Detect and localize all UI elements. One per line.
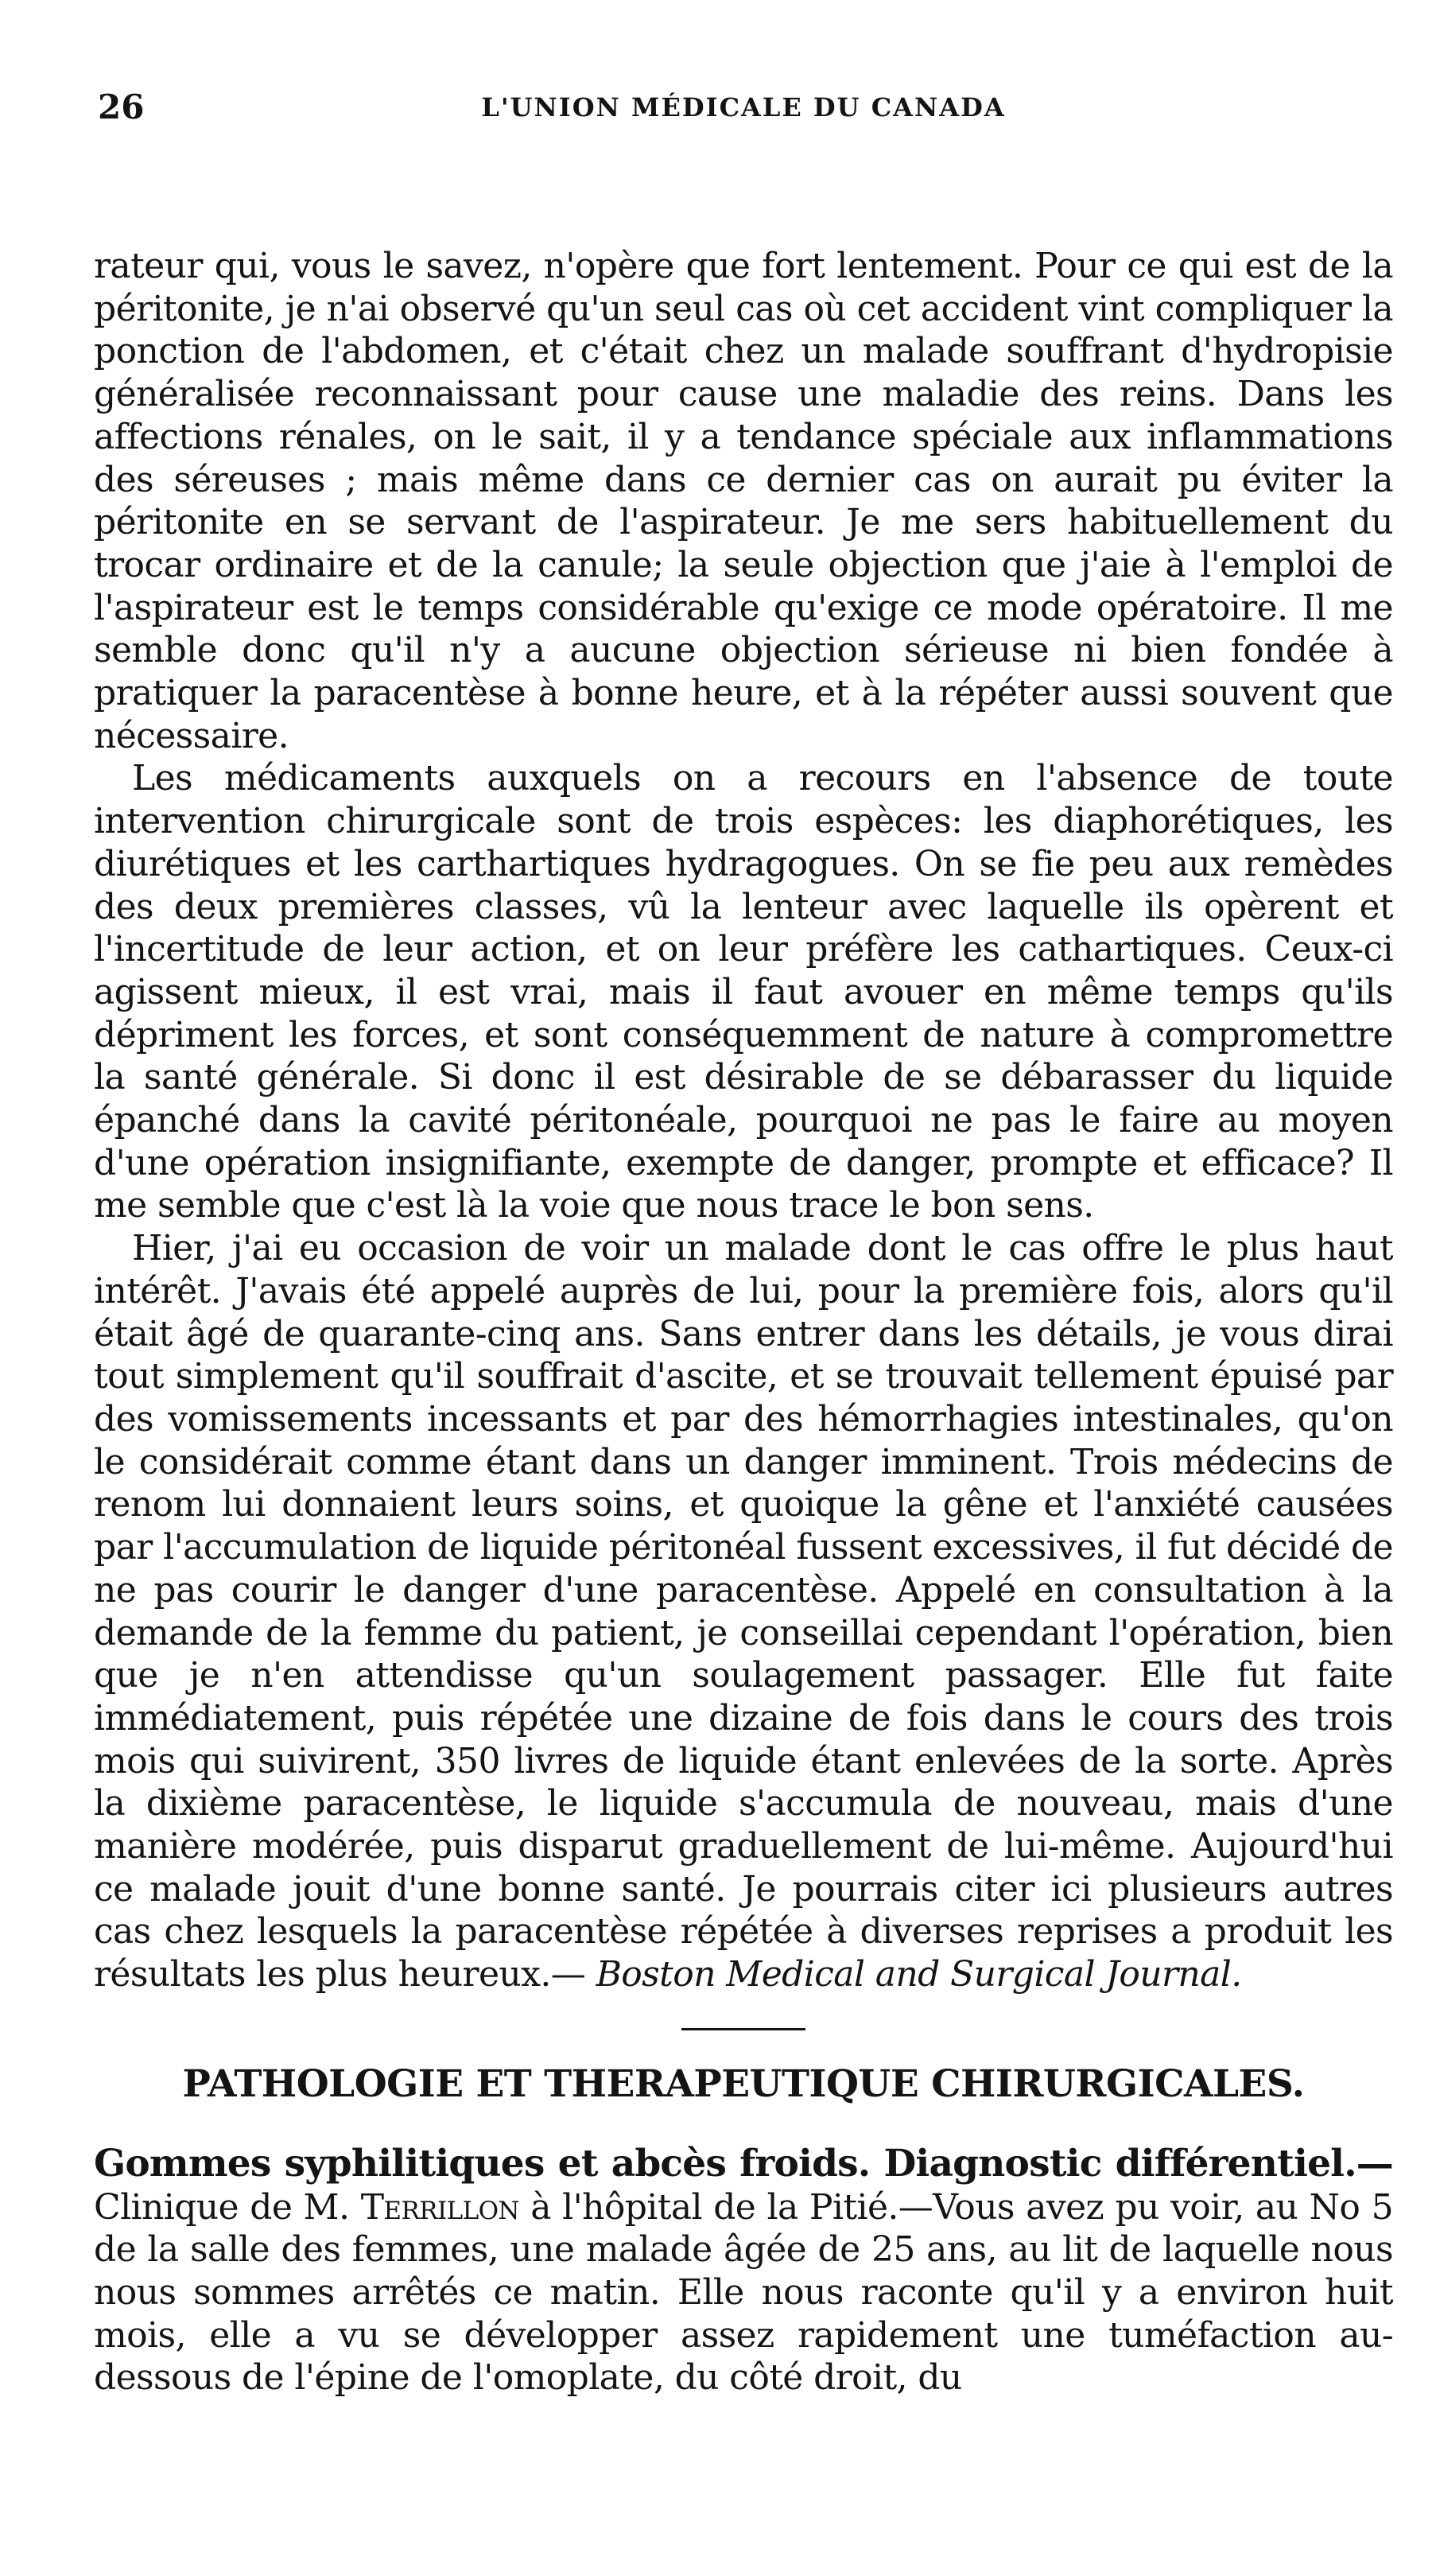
paragraph-3	[94, 1227, 1393, 1996]
journal-title: L'UNION MÉDICALE DU CANADA	[481, 92, 1006, 122]
section-title: PATHOLOGIE ET THERAPEUTIQUE CHIRURGICALES.	[182, 2061, 1305, 2106]
paragraph-3-text: Hier, j'ai eu occasion de voir un malade dont le cas offre le plus haut intérêt. J'avais été appelé auprès de lui, pour la première fois, alors qu'il était âgé de quarante-cinq ans. Sans entrer dans les détails, je vous dirai tout simplement qu'il souffrait d'ascite, et se trouvait tellement épuisé par des vomissements incessants et par des hémorrhagies intestinales, qu'on le considérait comme étant dans un danger imminent. Trois médecins de renom lui donnaient leurs soins, et quoique la gêne et l'anxiété causées par l'accumulation de liquide péritonéal fussent excessives, il fut décidé de ne pas courir le danger d'une paracentèse. Appelé en consultation à la demande de la femme du patient, je conseillai cependant l'opération, bien que je n'en attendisse qu'un soulagement passager. Elle fut faite immédiatement, puis répétée une dizaine de fois dans le cours des trois mois qui suivirent, 350 livres de liquide étant enlevées de la sorte. Après la dixième paracentèse, le liquide s'accumula de nouveau, mais d'une manière modérée, puis disparut graduellement de lui-même. Aujourd'hui ce malade jouit d'une bonne santé. Je pourrais citer ici plusieurs autres cas chez lesquels la paracentèse répétée à diverses reprises a produit les résultats les plus heureux.—	[94, 1228, 1393, 1995]
paragraph-1: rateur qui, vous le savez, n'opère que fort lentement. Pour ce qui est de la péritonite, je n'ai observé qu'un seul cas où cet accident vint compliquer la ponction de l'abdomen, et c'était chez un malade souffrant d'hydropisie généralisée reconnaissant pour cause une maladie des reins. Dans les affections rénales, on le sait, il y a tendance spéciale aux inflammations des séreuses ; mais même dans ce dernier cas on aurait pu éviter la péritonite en se servant de l'aspirateur. Je me sers habituellement du trocar ordinaire et de la canule; la seule objection que j'aie à l'emploi de l'aspirateur est le temps considérable qu'exige ce mode opératoire. Il me semble donc qu'il n'y a aucune objection sérieuse ni bien fondée à pratiquer la paracentèse à bonne heure, et à la répéter aussi souvent que nécessaire.	[94, 246, 1393, 756]
article-text: à l'hôpital de la Pitié.—Vous avez pu voir, au No 5 de la salle des femmes, une malade âgée de 25 ans, au lit de laquelle nous nous sommes arrêtés ce matin. Elle nous raconte qu'il y a environ huit mois, elle a vu se développer assez rapidement une tuméfaction au-dessous de l'épine de l'omoplate, du côté droit, du	[94, 2186, 1394, 2399]
document-page	[94, 87, 1393, 2399]
running-header	[94, 87, 1393, 143]
section-divider	[681, 2028, 805, 2030]
main-text	[94, 245, 1393, 1996]
article-paragraph	[94, 2143, 1393, 2399]
article-title: Gommes syphilitiques et abcès froids. Diagnostic différentiel.—	[94, 2141, 1393, 2186]
page-number: 26	[98, 87, 145, 126]
source-citation: Boston Medical and Surgical Journal.	[596, 1954, 1242, 1995]
article	[94, 2143, 1393, 2399]
article-text-intro: Clinique de M.	[94, 2186, 350, 2228]
surgeon-name: Terrillon	[360, 2186, 519, 2228]
paragraph-2: Les médicaments auxquels on a recours en l'absence de toute intervention chirurgicale sont de trois espèces: les diaphorétiques, les diurétiques et les carthartiques hydragogues. On se fie peu aux remèdes des deux premières classes, vû la lenteur avec laquelle ils opèrent et l'incertitude de leur action, et on leur préfère les cathartiques. Ceux-ci agissent mieux, il est vrai, mais il faut avouer en même temps qu'ils dépriment les forces, et sont conséquemment de nature à compromettre la santé générale. Si donc il est désirable de se débarasser du liquide épanché dans la cavité péritonéale, pourquoi ne pas le faire au moyen d'une opération insignifiante, exempte de danger, prompte et efficace? Il me semble que c'est là la voie que nous trace le bon sens.	[94, 758, 1393, 1226]
